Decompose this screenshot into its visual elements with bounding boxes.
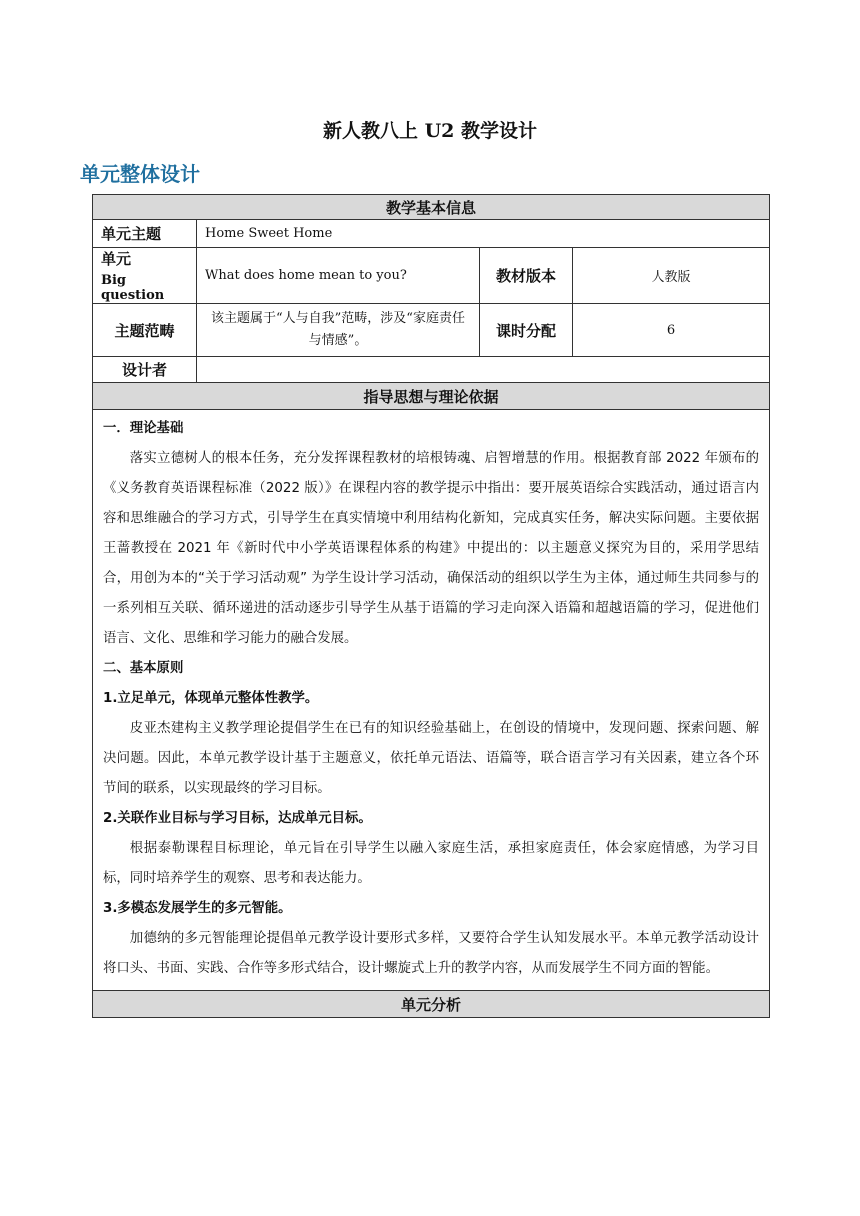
theory-basis-text: 落实立德树人的根本任务，充分发挥课程教材的培根铸魂、启智增慧的作用。根据教育部 2022 年颁布的《义务教育英语课程标准（2022 版）》在课程内容的教学提示中指出：要开展英语综合实践活动，通过语言内容和思维融合的学习方式，引导学生在真实情境中利用结构化新知，完成真实任务，解决实际问题。主要依据王蔷教授在 2021 年《新时代中小学英语课程体系的构建》中提出的：以主题意义探究为目的，采用学思结合，用创为本的“关于学习活动观” 为学生设计学习活动，确保活动的组织以学生为主体，通过师生共同参与的一系列相互关联、循环递进的活动逐步引导学生从基于语篇的学习走向深入语篇和超越语篇的学习，促进他们语言、文化、思维和学习能力的融合发展。 (103, 451, 760, 646)
hours-value: 6 (573, 304, 770, 357)
section-heading: 单元整体设计 (80, 162, 200, 186)
unit-theme-label: 单元主题 (93, 220, 197, 248)
big-question-label-en: Big question (101, 273, 165, 303)
basic-info-header: 教学基本信息 (93, 195, 770, 220)
principle-3-title: 3.多模态发展学生的多元智能。 (103, 901, 292, 916)
hours-label: 课时分配 (480, 304, 573, 357)
document-title: 新人教八上 U2 教学设计 (322, 120, 538, 142)
designer-value (197, 357, 770, 383)
unit-design-table (92, 194, 770, 1018)
big-question-label-cn: 单元 (101, 250, 132, 268)
textbook-value: 人教版 (573, 248, 770, 304)
guide-content (93, 410, 770, 991)
designer-label: 设计者 (93, 357, 197, 383)
analysis-header: 单元分析 (93, 991, 770, 1018)
scope-value: 该主题属于“人与自我”范畴，涉及“家庭责任与情感”。 (197, 304, 480, 357)
scope-label: 主题范畴 (93, 304, 197, 357)
unit-theme-value: Home Sweet Home (197, 220, 770, 248)
theory-basis-heading: 一．理论基础 (103, 421, 184, 436)
big-question-value: What does home mean to you? (197, 248, 480, 304)
textbook-label: 教材版本 (480, 248, 573, 304)
big-question-label (93, 248, 197, 304)
principle-3-text: 加德纳的多元智能理论提倡单元教学设计要形式多样，又要符合学生认知发展水平。本单元教学活动设计将口头、书面、实践、合作等多形式结合，设计螺旋式上升的教学内容，从而发展学生不同方面的智能。 (103, 931, 760, 976)
principle-1-text: 皮亚杰建构主义教学理论提倡学生在已有的知识经验基础上，在创设的情境中，发现问题、探索问题、解决问题。因此，本单元教学设计基于主题意义，依托单元语法、语篇等，联合语言学习有关因素，建立各个环节间的联系，以实现最终的学习目标。 (103, 721, 760, 796)
guide-header: 指导思想与理论依据 (93, 383, 770, 410)
basic-principles-heading: 二、基本原则 (103, 661, 184, 676)
principle-2-title: 2.关联作业目标与学习目标，达成单元目标。 (103, 811, 372, 826)
principle-1-title: 1.立足单元，体现单元整体性教学。 (103, 691, 319, 706)
principle-2-text: 根据泰勒课程目标理论，单元旨在引导学生以融入家庭生活，承担家庭责任，体会家庭情感，为学习目标，同时培养学生的观察、思考和表达能力。 (103, 841, 760, 886)
